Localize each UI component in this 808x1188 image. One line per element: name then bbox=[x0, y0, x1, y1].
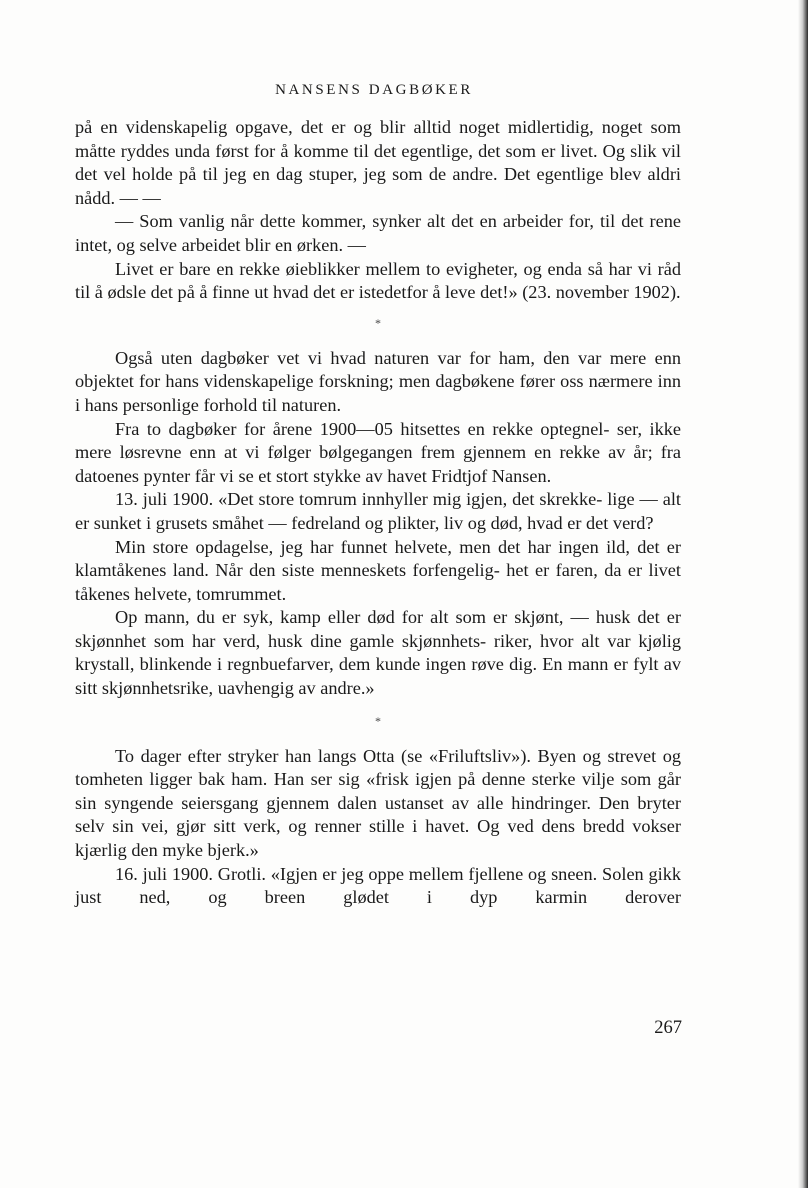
paragraph: 13. juli 1900. «Det store tomrum innhyller mig igjen, det skrekke- lige — alt er sunket i grusets småhet — fedreland og plikter, liv og død, hvad er det verd? bbox=[75, 489, 681, 533]
paragraph: — Som vanlig når dette kommer, synker alt det en arbeider for, til det rene intet, og selve arbeidet blir en ørken. — bbox=[75, 211, 681, 255]
section-separator: * bbox=[375, 713, 381, 728]
paragraph: Op mann, du er syk, kamp eller død for alt som er skjønt, — husk det er skjønnhet som har verd, husk dine gamle skjønnhets- riker, hvor alt var kjølig krystall, blinkende i regnbuefarver, dem kunde ingen røve dig. En mann er fylt av sitt skjønnhetsrike, uavhengig av andre.» bbox=[75, 607, 681, 699]
body-text bbox=[75, 116, 681, 910]
paragraph: 16. juli 1900. Grotli. «Igjen er jeg oppe mellem fjellene og sneen. Solen gikk just ned, og breen glødet i dyp karmin derover bbox=[75, 863, 681, 908]
paragraph: Livet er bare en rekke øieblikker mellem to evigheter, og enda så har vi råd til å ødsle det på å finne ut hvad det er istedetfor å leve det!» (23. november 1902). bbox=[75, 258, 681, 303]
paragraph: Også uten dagbøker vet vi hvad naturen var for ham, den var mere enn objektet for hans videnskapelige forskning; men dagbøkene fører oss nærmere inn i hans personlige forhold til naturen. bbox=[75, 347, 681, 415]
section-separator: * bbox=[375, 315, 381, 330]
page-edge-shadow bbox=[798, 0, 808, 1188]
paragraph: Min store opdagelse, jeg har funnet helvete, men det har ingen ild, det er klamtåkenes land. Når den siste menneskets forfengelig- het er faren, da er livet tåkenes helvete, tomrummet. bbox=[75, 536, 681, 604]
paragraph: To dager efter stryker han langs Otta (se «Friluftsliv»). Byen og strevet og tomheten ligger bak ham. Han ser sig «frisk igjen på denne sterke vilje som går sin syngende seiersgang gjennem dalen ustanset av alle hindringer. Den bryter selv sin vei, gjør sitt verk, og renner stille i havet. Og ved dens bredd vokser kjærlig den myke bjerk.» bbox=[75, 745, 681, 861]
page-number: 267 bbox=[654, 1018, 682, 1038]
paragraph: Fra to dagbøker for årene 1900—05 hitsettes en rekke optegnel- ser, ikke mere løsrevne enn at vi følger bølgegangen frem gjennem en rekke av år; fra datoenes pynter får vi se et stort stykke av havet Fridtjof Nansen. bbox=[75, 418, 681, 486]
paragraph: på en videnskapelig opgave, det er og blir alltid noget midlertidig, noget som måtte ryddes unda først for å komme til det egentlige, det som er livet. Og slik vil det vel holde på til jeg en dag stuper, jeg som de andre. Det egentlige blev aldri nådd. — — bbox=[75, 117, 681, 208]
running-header: NANSENS DAGBØKER bbox=[275, 82, 473, 98]
